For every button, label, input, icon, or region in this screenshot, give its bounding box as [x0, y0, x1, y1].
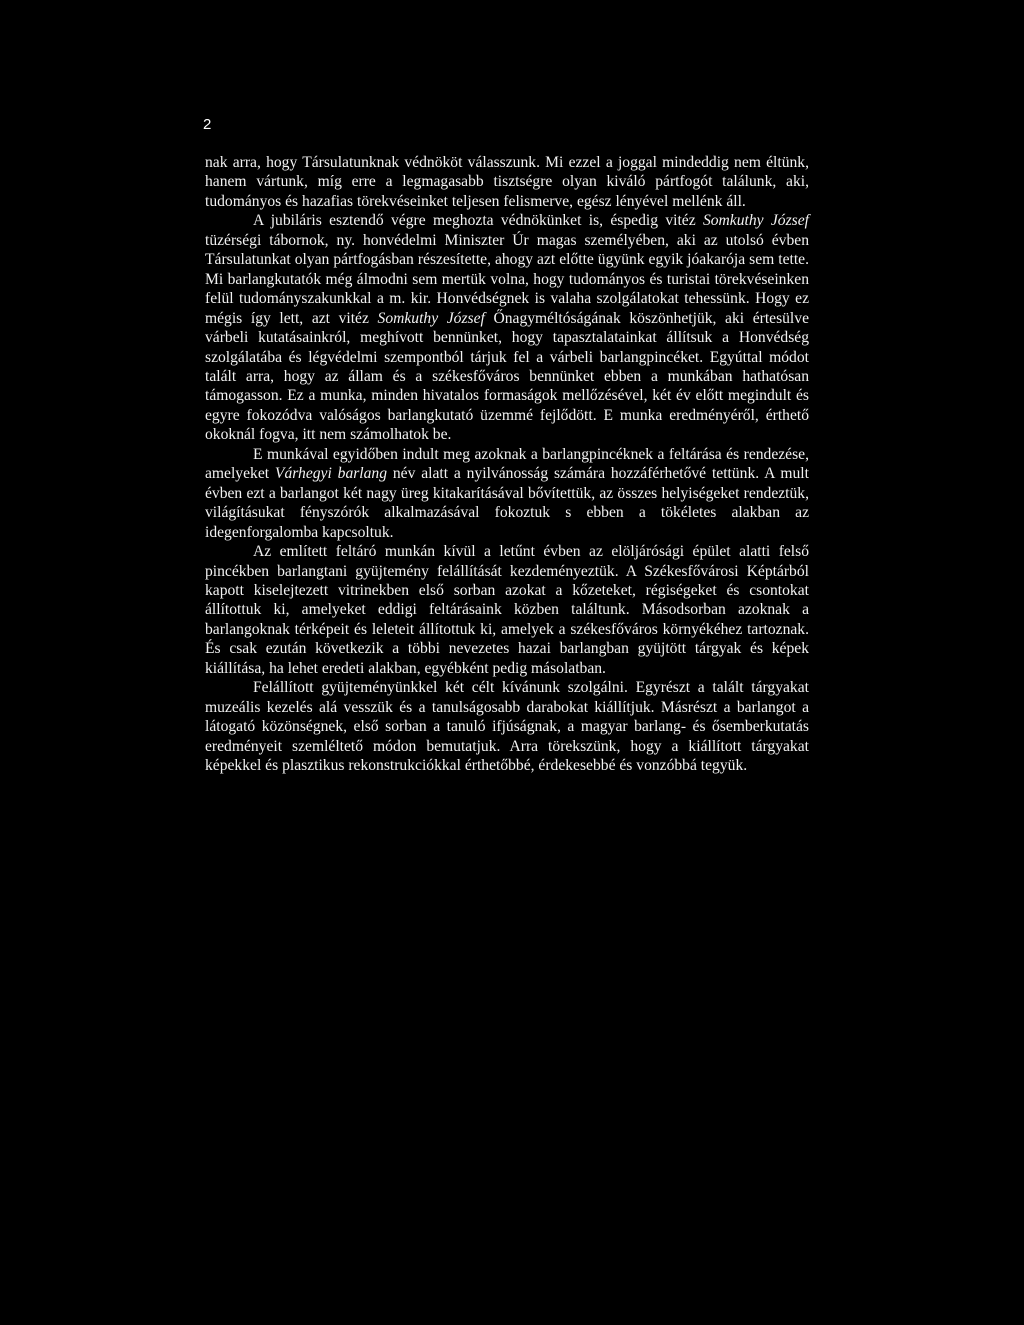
- text-run: tüzérségi tábornok, ny. honvédelmi Miniszter Úr magas személyében, aki az utolsó évben Társulatunkat olyan pártfogásban részesítette, ahogy azt előtte ügyünk egyik jóakarója sem tette. Mi barlangkutatók még álmodni sem mertük volna, hogy tudományos és turistai törekvéseinken felül tudományszakunkkal a m. kir. Honvédségnek is valaha szolgálatokat tehessünk. Hogy ez mégis így lett, azt vitéz: [205, 231, 809, 327]
- text-run: Őnagyméltóságának köszönhetjük, aki értesülve várbeli kutatásainkról, meghívott bennünket, hogy tapasztalatainkat állítsuk a Honvédség szolgálatába és légvédelmi szempontból tárjuk fel a várbeli barlangpincéket. Egyúttal módot talált arra, hogy az állam és a székesfőváros bennünket ebben a munkában hathatósan támogasson. Ez a munka, minden hivatalos formaságok mellőzésével, két év előtt megindult és egyre fokozódva valóságos barlangkutató üzemmé fejlődött. E munka eredményéről, érthető okoknál fogva, itt nem számolhatok be.: [205, 309, 809, 444]
- paragraph: [205, 153, 809, 211]
- body-text: [205, 153, 809, 776]
- text-run: Felállított gyüjteményünkkel két célt kívánunk szolgálni. Egyrészt a talált tárgyakat muzeális kezelés alá vesszük és a tanulságosabb darabokat kiállítjuk. Másrészt a barlangot a látogató közönségnek, első sorban a tanuló ifjúságnak, a magyar barlang- és ősemberkutatás eredményeit szemléltető módon bemutatjuk. Arra törekszünk, hogy a kiállított tárgyakat képekkel és plasztikus rekonstrukciókkal érthetőbbé, érdekesebbé és vonzóbbá tegyük.: [205, 679, 809, 775]
- paragraph: [205, 445, 809, 542]
- italic-name: Somkuthy József: [702, 212, 809, 230]
- text-run: nak arra, hogy Társulatunknak védnököt válasszunk. Mi ezzel a joggal mindeddig nem éltünk, hanem vártunk, míg erre a legmagasabb tisztségre olyan kiváló pártfogót találunk, aki, tudományos és hazafias törekvéseinket teljesen felismerve, egész lényével mellénk áll.: [205, 154, 809, 210]
- paragraph: [205, 678, 809, 775]
- text-run: név alatt a nyilvánosság számára hozzáférhetővé tettünk. A mult évben ezt a barlangot két nagy üreg kitakarításával bővítettük, az összes helyiségeket rendeztük, világításukat fényszórók alkalmazásával fokoztuk s ebben a tökéletes alakban az idegenforgalomba kapcsoltuk.: [205, 465, 809, 541]
- text-run: Az említett feltáró munkán kívül a letűnt évben az elöljárósági épület alatti felső pincékben barlangtani gyüjtemény felállítását kezdeményeztük. A Székesfővárosi Képtárból kapott kiselejtezett vitrinekben első sorban azokat a kőzeteket, régiségeket és csontokat állítottuk ki, amelyeket eddigi feltárásaink közben találtunk. Másodsorban azoknak a barlangoknak térképeit és leleteit állítottuk ki, amelyek a székesfőváros környékéhez tartoznak. És csak ezután következik a többi nevezetes hazai barlangban gyüjtött tárgyak és képek kiállítása, ha lehet eredeti alakban, egyébként pedig másolatban.: [205, 543, 809, 677]
- text-run: A jubiláris esztendő végre meghozta védnökünket is, éspedig vitéz: [253, 212, 703, 230]
- italic-name: Várhegyi barlang: [274, 465, 388, 483]
- paragraph: [205, 211, 809, 444]
- paragraph: [205, 542, 809, 678]
- page-number: 2: [203, 116, 212, 133]
- text-run: E munkával egyidőben indult meg azoknak a barlangpincéknek a feltárása és rendezése, amelyeket: [205, 445, 809, 483]
- italic-name: Somkuthy József: [377, 309, 485, 327]
